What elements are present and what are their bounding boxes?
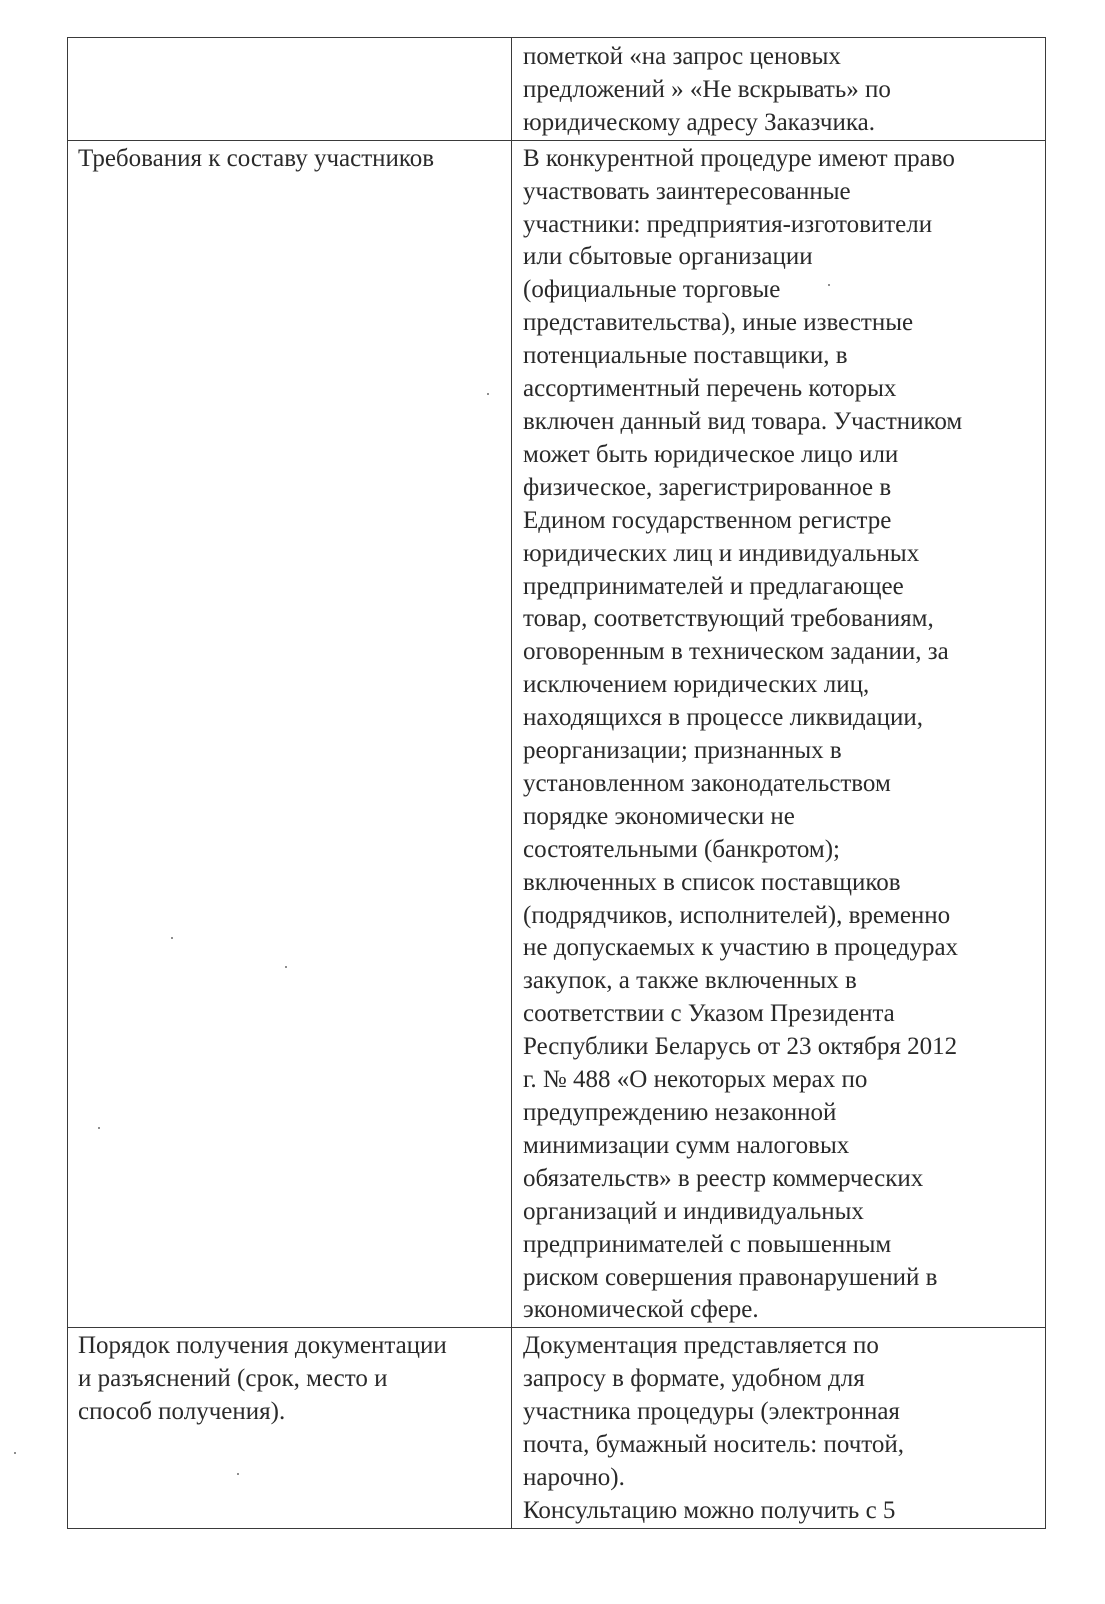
scan-speck [285,966,287,968]
scan-speck [828,284,830,286]
table-row [68,1328,1046,1528]
row-value: Документация представляется по запросу в формате, удобном для участника процедуры (электронная почта, бумажный носитель: почтой, нарочно). Консультацию можно получить с 5 [523,1332,904,1524]
table-row [68,38,1046,141]
scan-speck [98,1127,100,1129]
row-label [68,38,511,40]
table-cell-value [512,140,1046,1328]
procurement-terms-table [67,37,1046,1529]
table-cell-label [68,1328,512,1528]
scan-speck [487,393,489,395]
scan-speck [237,1473,239,1475]
table-row [68,140,1046,1328]
scan-speck [171,937,173,939]
row-label: Порядок получения документации и разъяснений (срок, место и способ получения). [78,1332,447,1426]
table-cell-value [512,1328,1046,1528]
table-cell-value [512,38,1046,141]
row-value: В конкурентной процедуре имеют право участвовать заинтересованные участники: предприятия-изготовители или сбытовые организации (официальные торговые представительства), иные известные потенциальные поставщики, в ассортиментный перечень которых включен данный вид товара. Участником может быть юридическое лицо или физическое, зарегистрированное в Едином государственном регистре юридических лиц и индивидуальных предпринимателей и предлагающее товар, соответствующий требованиям, оговоренным в техническом задании, за исключением юридических лиц, находящихся в процессе ликвидации, реорганизации; признанных в установленном законодательством порядке экономически не состоятельными (банкротом); включенных в список поставщиков (подрядчиков, исполнителей), временно не допускаемых к участию в процедурах закупок, а также включенных в соответствии с Указом Президента Республики Беларусь от 23 октября 2012 г. № 488 «О некоторых мерах по предупреждению незаконной минимизации сумм налоговых обязательств» в реестр коммерческих организаций и индивидуальных предпринимателей с повышенным риском совершения правонарушений в экономической сфере. [523,144,963,1324]
scan-speck [14,1452,16,1454]
table-cell-label [68,38,512,141]
table-cell-label [68,140,512,1328]
row-value: пометкой «на запрос ценовых предложений » «Не вскрывать» по юридическому адресу Заказчика. [523,43,891,136]
row-label: Требования к составу участников [78,144,435,172]
